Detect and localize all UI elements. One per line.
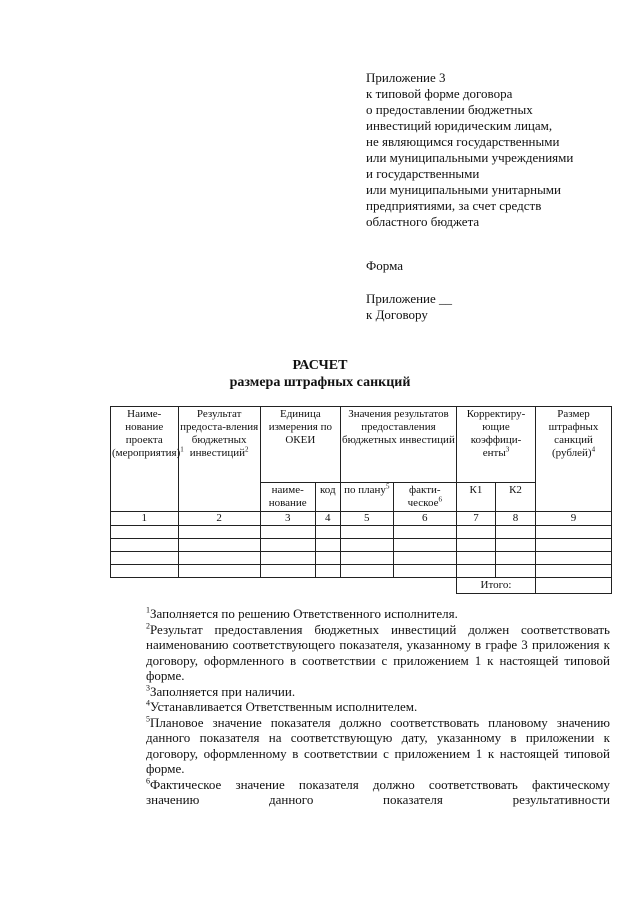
contract-appendix-line: Приложение __ [366, 291, 453, 306]
table-cell [393, 565, 456, 578]
column-number: 2 [178, 512, 260, 526]
column-number: 6 [393, 512, 456, 526]
table-cell [340, 552, 393, 565]
table-cell [178, 552, 260, 565]
column-number: 1 [111, 512, 179, 526]
header-project-name: Наиме-нование проекта (мероприятия)$^1$ [111, 407, 179, 512]
column-number: 3 [260, 512, 315, 526]
column-number: 5 [340, 512, 393, 526]
table-cell [536, 539, 612, 552]
total-value-cell [536, 578, 612, 594]
subheader-unit-name: наиме-нование [260, 483, 315, 512]
column-number: 9 [536, 512, 612, 526]
appendix-line: или муниципальными унитарными [366, 182, 561, 197]
appendix-line: областного бюджета [366, 214, 480, 229]
table-cell [315, 565, 340, 578]
table-cell [260, 539, 315, 552]
column-number: 7 [456, 512, 495, 526]
table-cell [536, 552, 612, 565]
contract-appendix-label [366, 291, 452, 323]
total-label: Итого: [456, 578, 535, 594]
subheader-k2: К2 [495, 483, 535, 512]
document-title: РАСЧЕТ [292, 358, 348, 373]
table-row [111, 526, 612, 539]
footnote: $^2$Результат предоставления бюджетных инвестиций должен соответствовать наименованию соответствующего показателя, указанному в графе 3 приложения к договору, оформленного в соответствии с приложением 1 к настоящей типовой форме. [146, 621, 610, 683]
footnote: $^6$Фактическое значение показателя должно соответствовать фактическому значению данного показателя результативности [146, 776, 610, 807]
header-investment-result: Результат предоста-вления бюджетных инвестиций$^2$ [178, 407, 260, 512]
table-cell [536, 565, 612, 578]
document-subtitle: размера штрафных санкций [229, 375, 411, 390]
table-cell [456, 539, 495, 552]
table-cell [340, 539, 393, 552]
appendix-line: или муниципальными учреждениями [366, 150, 574, 165]
table-cell [178, 539, 260, 552]
total-blank [111, 578, 457, 594]
table-cell [178, 565, 260, 578]
appendix-header [366, 70, 626, 230]
table-cell [393, 526, 456, 539]
subheader-unit-code: код [315, 483, 340, 512]
table-cell [111, 565, 179, 578]
footnote: $^5$Плановое значение показателя должно соответствовать плановому значению данного показателя на соответствующую дату, указанному в приложении к договору, оформленному в соответствии с приложением 1 к настоящей типовой форме. [146, 714, 610, 776]
table-cell [340, 526, 393, 539]
table-cell [495, 526, 535, 539]
table-cell [315, 552, 340, 565]
table-cell [111, 552, 179, 565]
table-cell [456, 565, 495, 578]
table-cell [393, 539, 456, 552]
table-cell [315, 526, 340, 539]
subheader-k1: К1 [456, 483, 495, 512]
footnote: $^1$Заполняется по решению Ответственного исполнителя. [146, 605, 458, 621]
table-cell [456, 552, 495, 565]
table-cell [111, 539, 179, 552]
form-label: Форма [366, 258, 403, 273]
penalty-calculation-table [110, 406, 612, 594]
table-header-row [111, 407, 612, 483]
appendix-line: предприятиями, за счет средств [366, 198, 542, 213]
table-cell [495, 552, 535, 565]
appendix-line: инвестиций юридическим лицам, [366, 118, 553, 133]
appendix-line: о предоставлении бюджетных [366, 102, 533, 117]
column-number-row [111, 512, 612, 526]
table-cell [456, 526, 495, 539]
table-cell [178, 526, 260, 539]
column-number: 8 [495, 512, 535, 526]
appendix-line: к типовой форме договора [366, 86, 513, 101]
table-cell [495, 539, 535, 552]
table-row [111, 565, 612, 578]
table-cell [393, 552, 456, 565]
column-number: 4 [315, 512, 340, 526]
subheader-plan: по плану$^5$ [340, 483, 393, 512]
table-row [111, 539, 612, 552]
footnote: $^3$Заполняется при наличии. [146, 683, 296, 699]
footnote: $^4$Устанавливается Ответственным исполнителем. [146, 698, 418, 714]
header-coefficients: Корректиру-ющие коэффици-енты$^3$ [456, 407, 535, 483]
header-unit-okei: Единица измерения по ОКЕИ [260, 407, 340, 483]
table-cell [260, 526, 315, 539]
header-penalty-amount: Размер штрафных санкций (рублей)$^4$ [536, 407, 612, 512]
subheader-fact: факти-ческое$^6$ [393, 483, 456, 512]
footnotes [110, 606, 610, 808]
appendix-line: Приложение 3 [366, 70, 446, 85]
table-cell [111, 526, 179, 539]
table-cell [495, 565, 535, 578]
table-cell [536, 526, 612, 539]
total-row [111, 578, 612, 594]
table-row [111, 552, 612, 565]
table-cell [260, 552, 315, 565]
header-result-values: Значения результатов предоставления бюджетных инвестиций [340, 407, 456, 483]
contract-appendix-line: к Договору [366, 307, 428, 322]
table-cell [260, 565, 315, 578]
table-cell [315, 539, 340, 552]
appendix-line: и государственными [366, 166, 480, 181]
appendix-line: не являющимся государственными [366, 134, 560, 149]
table-cell [340, 565, 393, 578]
